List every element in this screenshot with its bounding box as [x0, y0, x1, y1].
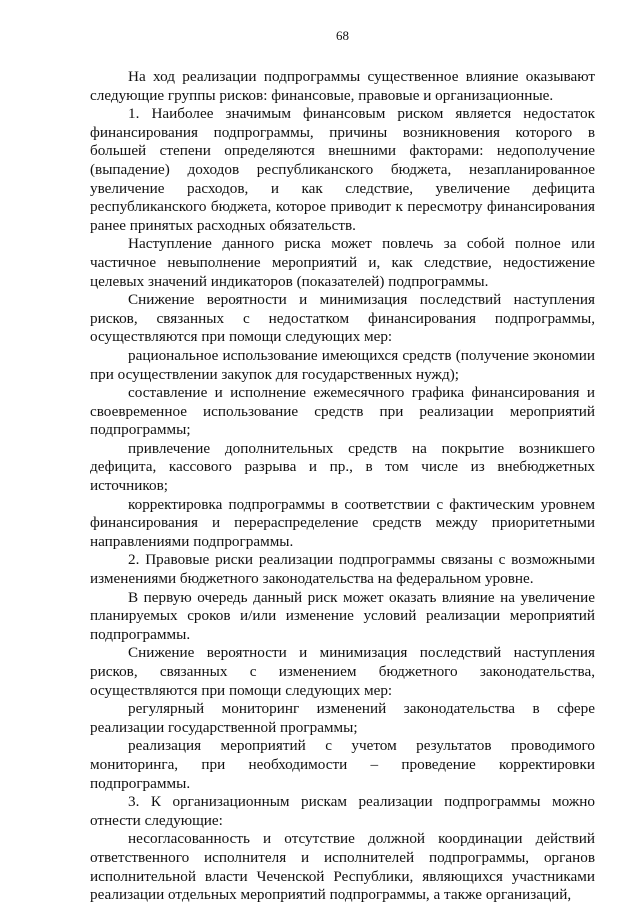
- paragraph-financial-risk: 1. Наиболее значимым финансовым риском является недостаток финансирования подпрограммы, причины возникновения которого в большей степени определяются внешними факторами: недополучение (выпадение) доходов республиканского бюджета, незапланированное увеличение расходов, и как следствие, увеличение дефицита республиканского бюджета, которое приводит к пересмотру финансирования ранее принятых расходных обязательств.: [90, 105, 595, 234]
- paragraph-risk-groups: На ход реализации подпрограммы существенное влияние оказывают следующие группы рисков: финансовые, правовые и организационные.: [90, 68, 595, 104]
- paragraph-financial-mitigation: Снижение вероятности и минимизация последствий наступления рисков, связанных с недостатком финансирования подпрограммы, осуществляются при помощи следующих мер:: [90, 291, 595, 346]
- paragraph-measure-schedule: составление и исполнение ежемесячного графика финансирования и своевременное использование средств при реализации мероприятий подпрограммы;: [90, 384, 595, 439]
- paragraph-legal-risk: 2. Правовые риски реализации подпрограммы связаны с возможными изменениями бюджетного законодательства на федеральном уровне.: [90, 551, 595, 588]
- paragraph-legal-impact: В первую очередь данный риск может оказать влияние на увеличение планируемых сроков и/или изменение условий реализации мероприятий подпрограммы.: [90, 588, 595, 643]
- paragraph-coordination-risk: несогласованность и отсутствие должной координации действий ответственного исполнителя и исполнителей подпрограммы, органов исполнительной власти Чеченской Республики, являющихся участниками реализации отдельных мероприятий подпрограммы, а также организаций,: [90, 830, 595, 904]
- paragraph-measure-monitoring: регулярный мониторинг изменений законодательства в сфере реализации государственной программы;: [90, 700, 595, 736]
- paragraph-organizational-risk: 3. К организационным рискам реализации подпрограммы можно отнести следующие:: [90, 793, 595, 829]
- paragraph-measure-rational-use: рациональное использование имеющихся средств (получение экономии при осуществлении закупок для государственных нужд);: [90, 346, 595, 383]
- paragraph-measure-adjustment: корректировка подпрограммы в соответствии с фактическим уровнем финансирования и перераспределение средств между приоритетными направлениями подпрограммы.: [90, 495, 595, 550]
- page-number: 68: [336, 28, 349, 43]
- paragraph-measure-implementation: реализация мероприятий с учетом результатов проводимого мониторинга, при необходимости – проведение корректировки подпрограммы.: [90, 737, 595, 792]
- paragraph-risk-consequences: Наступление данного риска может повлечь за собой полное или частичное невыполнение мероприятий и, как следствие, недостижение целевых значений индикаторов (показателей) подпрограммы.: [90, 235, 595, 290]
- paragraph-measure-additional-funds: привлечение дополнительных средств на покрытие возникшего дефицита, кассового разрыва и пр., в том числе из внебюджетных источников;: [90, 439, 595, 495]
- paragraph-legal-mitigation: Снижение вероятности и минимизация последствий наступления рисков, связанных с изменением бюджетного законодательства, осуществляются при помощи следующих мер:: [90, 644, 595, 699]
- document-page: [90, 28, 595, 905]
